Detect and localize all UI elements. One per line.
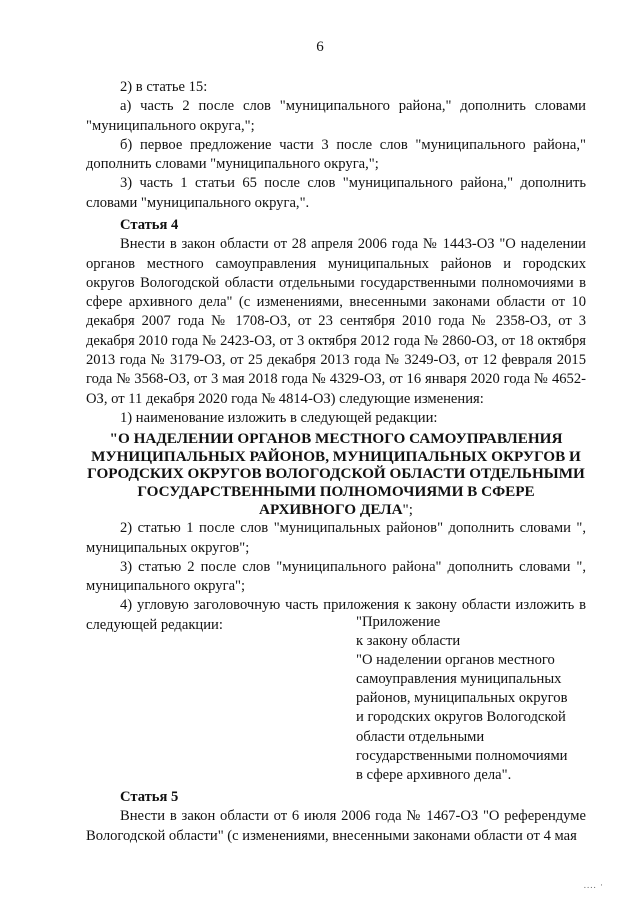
annex-line: "О наделении органов местного bbox=[356, 652, 555, 669]
paragraph: 2) в статье 15: bbox=[120, 79, 208, 95]
annex-line: области отдельными bbox=[356, 728, 485, 745]
paragraph: 4) угловую заголовочную часть приложения к закону области изложить в следующей редакции: bbox=[86, 597, 586, 633]
title-line-text: АРХИВНОГО ДЕЛА bbox=[259, 500, 403, 518]
law-title-block bbox=[76, 430, 596, 518]
title-line-last bbox=[76, 501, 596, 519]
paragraph: Внести в закон области от 6 июля 2006 года № 1467-ОЗ "О референдуме Вологодской области" (с изменениями, внесенными законами области от 4 мая bbox=[86, 808, 586, 844]
annex-line: "Приложение bbox=[356, 614, 441, 630]
section-article3-end bbox=[86, 78, 586, 213]
paragraph: а) часть 2 после слов "муниципального района," дополнить словами "муниципального округа,"; bbox=[86, 98, 586, 134]
paragraph: 1) наименование изложить в следующей редакции: bbox=[120, 409, 438, 426]
title-end: "; bbox=[402, 500, 413, 518]
paragraph: 2) статью 1 после слов "муниципальных районов" дополнить словами ", муниципальных округов"; bbox=[86, 520, 586, 556]
annex-line: к закону области bbox=[356, 633, 461, 650]
annex-line: самоуправления муниципальных bbox=[356, 671, 562, 688]
annex-line: в сфере архивного дела". bbox=[356, 766, 512, 783]
title-line: "О НАДЕЛЕНИИ ОРГАНОВ МЕСТНОГО САМОУПРАВЛЕНИЯ bbox=[109, 430, 563, 448]
article-heading: Статья 4 bbox=[120, 217, 179, 233]
page-number: 6 bbox=[316, 39, 324, 55]
paragraph: б) первое предложение части 3 после слов "муниципального района," дополнить словами "муниципального округа,"; bbox=[86, 136, 586, 173]
annex-line: и городских округов Вологодской bbox=[356, 709, 566, 726]
article-heading: Статья 5 bbox=[120, 789, 179, 805]
section-article5 bbox=[86, 788, 586, 846]
paragraph: Внести в закон области от 28 апреля 2006 года № 1443-ОЗ "О наделении органов местного самоуправления муниципальных районов и городских округов Вологодской области отдельными государственными полномочиями в сфере архивного дела" (с изменениями, внесенными законами области от 10 декабря 2007 года № 1708-ОЗ, от 23 сентября 2010 года № 2358-ОЗ, от 3 декабря 2010 года № 2423-ОЗ, от 3 октября 2012 года № 2860-ОЗ, от 18 октября 2013 года № 3179-ОЗ, от 25 декабря 2013 года № 3249-ОЗ, от 12 февраля 2015 года № 3568-ОЗ, от 3 мая 2018 года № 4329-ОЗ, от 16 января 2020 года № 4652-ОЗ, от 11 декабря 2020 года № 4814-ОЗ) следующие изменения: bbox=[86, 236, 586, 407]
title-line: МУНИЦИПАЛЬНЫХ РАЙОНОВ, МУНИЦИПАЛЬНЫХ ОКРУГОВ И bbox=[91, 447, 581, 465]
annex-line: районов, муниципальных округов bbox=[356, 690, 568, 707]
paragraph: 3) статью 2 после слов "муниципального района" дополнить словами ", муниципального округа"; bbox=[86, 558, 586, 595]
paragraph: 3) часть 1 статьи 65 после слов "муниципального района," дополнить словами "муниципального округа,". bbox=[86, 175, 586, 211]
section-article4 bbox=[86, 216, 586, 635]
title-line: ГОСУДАРСТВЕННЫМИ ПОЛНОМОЧИЯМИ В СФЕРЕ bbox=[137, 483, 535, 501]
title-line: ГОРОДСКИХ ОКРУГОВ ВОЛОГОДСКОЙ ОБЛАСТИ ОТДЕЛЬНЫМИ bbox=[87, 465, 585, 483]
corner-mark: .... · bbox=[583, 879, 604, 890]
annex-header-block bbox=[356, 613, 596, 785]
annex-line: государственными полномочиями bbox=[356, 747, 568, 764]
